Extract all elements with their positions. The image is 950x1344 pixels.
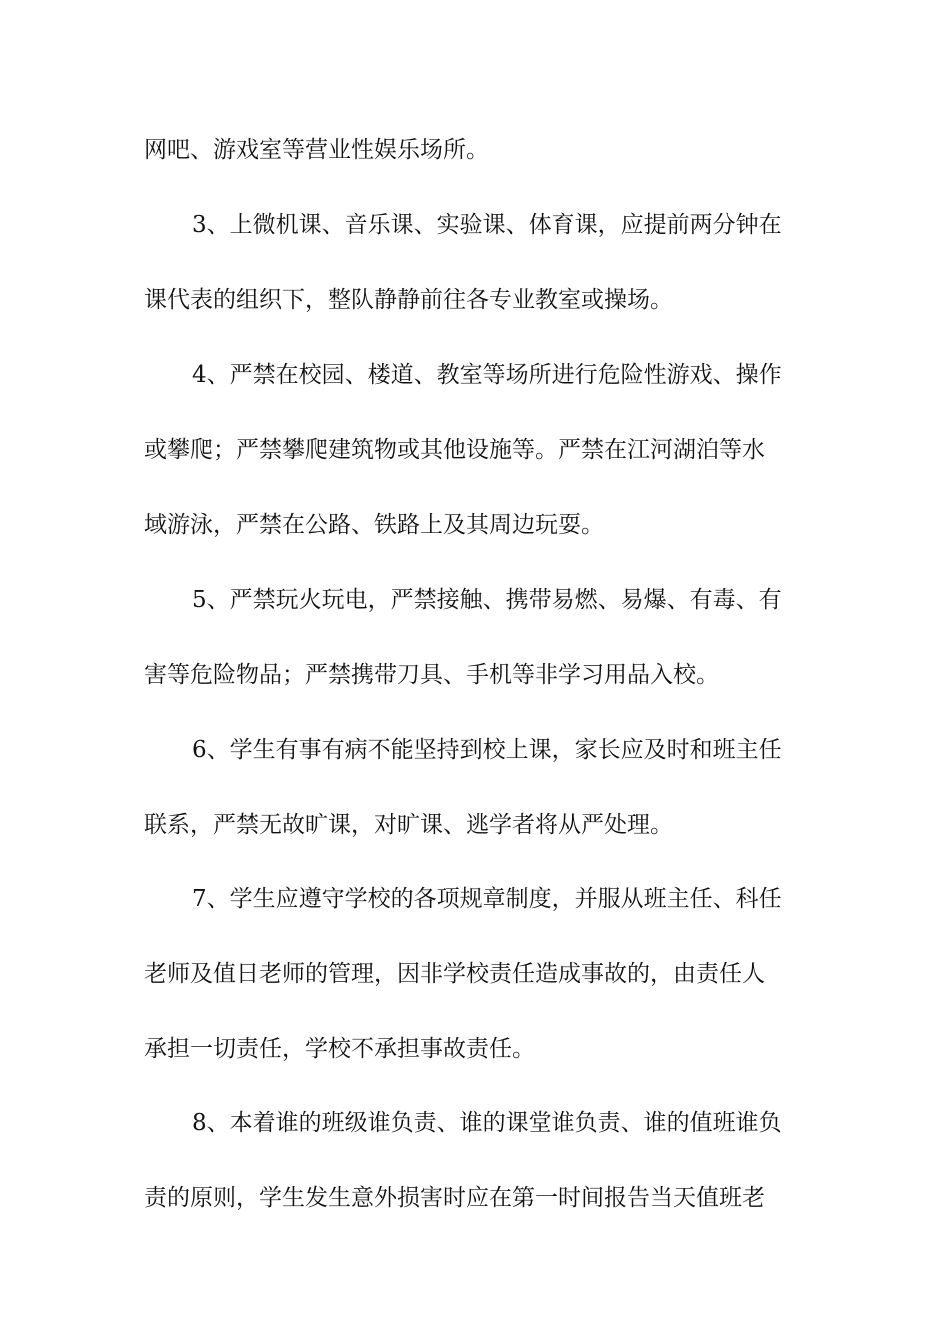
- text-line: 域游泳，严禁在公路、铁路上及其周边玩耍。: [144, 512, 604, 538]
- text-line: 联系，严禁无故旷课，对旷课、逃学者将从严处理。: [144, 812, 673, 838]
- text-line: 网吧、游戏室等营业性娱乐场所。: [144, 137, 489, 163]
- paragraph-item-7-start: 7、学生应遵守学校的各项规章制度，并服从班主任、科任: [192, 886, 782, 912]
- paragraph-item-6-start: 6、学生有事有病不能坚持到校上课，家长应及时和班主任: [192, 737, 782, 763]
- text-line: 承担一切责任，学校不承担事故责任。: [144, 1036, 535, 1062]
- paragraph-item-5-start: 5、严禁玩火玩电，严禁接触、携带易燃、易爆、有毒、有: [192, 587, 782, 613]
- paragraph-item-8-start: 8、本着谁的班级谁负责、谁的课堂谁负责、谁的值班谁负: [192, 1110, 782, 1136]
- paragraph-item-4-start: 4、严禁在校园、楼道、教室等场所进行危险性游戏、操作: [192, 362, 782, 388]
- text-line: 或攀爬；严禁攀爬建筑物或其他设施等。严禁在江河湖泊等水: [144, 437, 765, 463]
- text-line: 课代表的组织下，整队静静前往各专业教室或操场。: [144, 287, 673, 313]
- text-line: 害等危险物品；严禁携带刀具、手机等非学习用品入校。: [144, 662, 719, 688]
- paragraph-item-3-start: 3、上微机课、音乐课、实验课、体育课，应提前两分钟在: [192, 212, 782, 238]
- text-line: 责的原则，学生发生意外损害时应在第一时间报告当天值班老: [144, 1185, 765, 1211]
- text-line: 老师及值日老师的管理，因非学校责任造成事故的，由责任人: [144, 961, 765, 987]
